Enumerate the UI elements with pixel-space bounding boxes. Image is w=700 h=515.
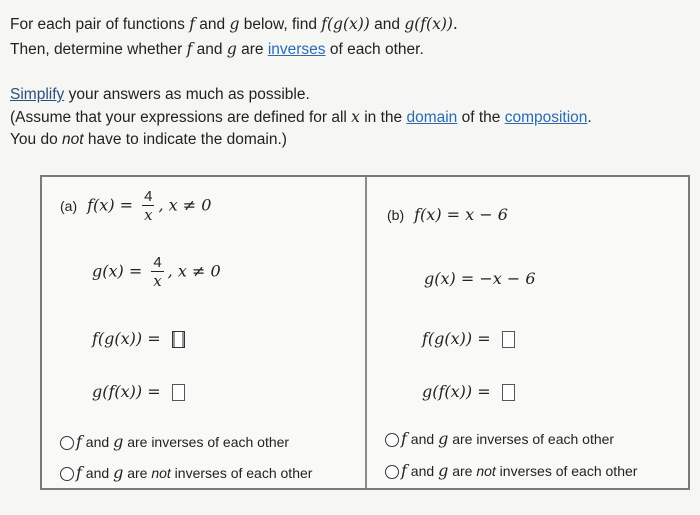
intro-text: are: [236, 41, 268, 58]
intro-line-1: [10, 12, 458, 37]
math-gfx: g(f(x)).: [404, 15, 458, 33]
math-f: f: [189, 15, 195, 33]
instructions-line-2: [10, 106, 592, 129]
part-a-f-fraction: [142, 189, 154, 224]
part-a-f-condition: , x ≠ 0: [158, 195, 212, 215]
part-a-f-definition: [60, 189, 211, 224]
math-f: f: [401, 461, 407, 480]
instructions-text: have to indicate the domain.): [83, 131, 287, 148]
fraction-numerator: 4: [144, 188, 153, 205]
instructions-text: You do: [10, 131, 63, 148]
emphasis-not: not: [151, 465, 171, 481]
option-text: and: [406, 431, 439, 447]
radio-button[interactable]: [60, 436, 74, 450]
radio-button[interactable]: [385, 433, 399, 447]
instructions-text: (Assume that your expressions are defined for all: [10, 109, 352, 126]
instructions-text: .: [587, 109, 592, 126]
intro-text: Then, determine whether: [10, 41, 187, 58]
part-a-fg-row: [92, 329, 185, 349]
emphasis-not: not: [62, 131, 84, 148]
part-b-fg-answer-box[interactable]: [502, 331, 515, 348]
part-b-f-definition: [387, 205, 508, 225]
instructions-line-3: [10, 129, 592, 151]
column-divider: [365, 177, 367, 488]
radio-button[interactable]: [60, 467, 74, 481]
part-b-fg-row: [422, 329, 515, 349]
part-a-gf-row: [92, 382, 185, 402]
part-b-g-definition: [424, 269, 536, 289]
part-a-option-inverses[interactable]: [60, 432, 289, 451]
part-a-g-fraction: [151, 255, 163, 290]
option-text: inverses of each other: [495, 463, 638, 479]
option-text: are inverses of each other: [448, 431, 615, 447]
part-a-g-definition: [92, 255, 221, 290]
math-g: g: [438, 429, 449, 448]
instructions-text: your answers as much as possible.: [64, 86, 310, 103]
part-a-fg-answer-box[interactable]: [172, 331, 185, 348]
option-text: are: [123, 465, 152, 481]
fraction-numerator: 4: [153, 254, 162, 271]
inverses-link[interactable]: inverses: [267, 41, 326, 58]
instructions-text: in the: [359, 109, 407, 126]
radio-button[interactable]: [385, 465, 399, 479]
part-b-label: (b): [387, 207, 405, 223]
intro-text: below, find: [239, 16, 322, 33]
part-b-gf-lhs: g(f(x)) =: [422, 382, 496, 401]
intro-text: of each other.: [325, 41, 424, 58]
part-a-g-lhs: g(x) =: [92, 261, 148, 281]
composition-link[interactable]: composition: [504, 109, 588, 126]
option-text: and: [81, 465, 114, 481]
option-text: inverses of each other: [170, 465, 313, 481]
part-b-option-not-inverses[interactable]: [385, 461, 637, 480]
instructions: [10, 84, 592, 151]
problem-grid: [40, 175, 690, 490]
intro-text: and: [194, 16, 230, 33]
part-a-g-condition: , x ≠ 0: [167, 261, 221, 281]
part-a-option-not-inverses[interactable]: [60, 463, 312, 482]
part-b-option-inverses[interactable]: [385, 429, 614, 448]
part-a-gf-lhs: g(f(x)) =: [92, 382, 166, 401]
math-f: f: [76, 432, 82, 451]
part-a-fg-lhs: f(g(x)) =: [92, 329, 166, 348]
part-b-gf-row: [422, 382, 515, 402]
option-text: are inverses of each other: [123, 434, 290, 450]
intro-text: and: [192, 41, 227, 58]
instructions-line-1: [10, 84, 592, 106]
math-x: x: [351, 108, 360, 126]
math-g: g: [113, 463, 124, 482]
fraction-denominator: x: [144, 206, 153, 224]
intro-text: For each pair of functions: [10, 16, 190, 33]
math-f: f: [401, 429, 407, 448]
option-text: are: [448, 463, 477, 479]
math-g: g: [229, 15, 240, 33]
part-b-fg-lhs: f(g(x)) =: [422, 329, 496, 348]
math-f: f: [186, 40, 193, 58]
part-b-f-equation: f(x) = x − 6: [414, 205, 508, 224]
simplify-link[interactable]: Simplify: [10, 86, 65, 103]
part-b-g-equation: g(x) = −x − 6: [424, 269, 536, 288]
domain-link[interactable]: domain: [406, 109, 458, 126]
intro-line-2: [10, 37, 458, 62]
option-text: and: [81, 434, 114, 450]
intro-text: and: [369, 16, 405, 33]
part-a-label: (a): [60, 197, 78, 214]
part-a-f-lhs: f(x) =: [87, 195, 139, 215]
emphasis-not: not: [476, 463, 496, 479]
problem-intro: [10, 12, 458, 62]
math-f: f: [76, 463, 82, 482]
math-g: g: [438, 461, 449, 480]
instructions-text: of the: [457, 109, 505, 126]
fraction-denominator: x: [153, 272, 162, 290]
part-a-gf-answer-box[interactable]: [172, 384, 185, 401]
part-b-gf-answer-box[interactable]: [502, 384, 515, 401]
math-g: g: [226, 40, 237, 58]
math-fgx: f(g(x)): [321, 15, 370, 33]
option-text: and: [406, 463, 439, 479]
math-g: g: [113, 432, 124, 451]
